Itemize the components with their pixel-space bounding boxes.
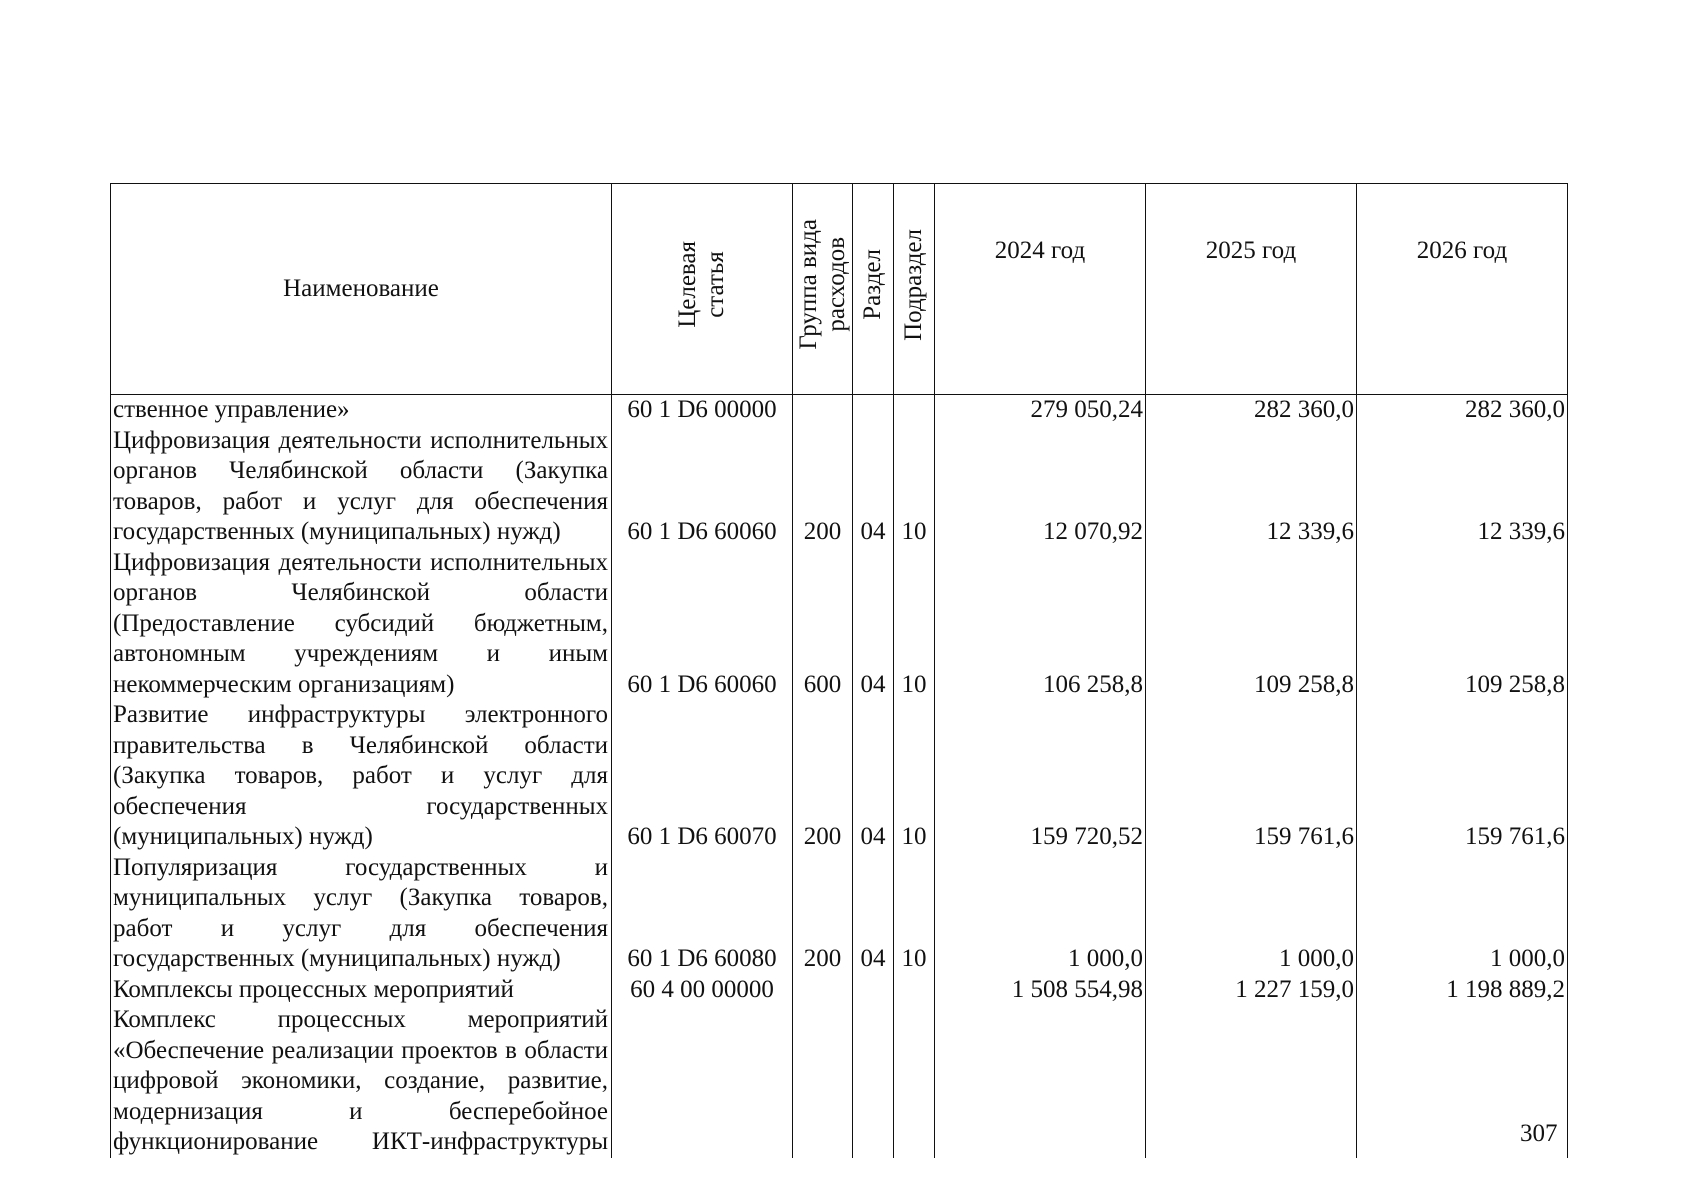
cell-target-article: 60 1 D6 60080: [612, 853, 793, 975]
cell-2024: 106 258,8: [935, 548, 1146, 701]
cell-2024: [935, 1005, 1146, 1158]
header-section: [853, 184, 894, 395]
cell-section: 04: [853, 548, 894, 701]
cell-2026: 109 258,8: [1357, 548, 1568, 701]
cell-2024: 159 720,52: [935, 700, 1146, 853]
cell-expense-group: 200: [793, 853, 853, 975]
cell-section: 04: [853, 700, 894, 853]
cell-2025: [1146, 1005, 1357, 1158]
table-header-row: [111, 184, 1568, 395]
header-target-line2: статья: [702, 251, 729, 319]
header-target-text: [674, 241, 730, 328]
header-2025-text: 2025 год: [1205, 237, 1297, 264]
cell-expense-group: 200: [793, 700, 853, 853]
page-number: 307: [1520, 1120, 1558, 1147]
budget-table: [110, 183, 1568, 1158]
header-target-article: [612, 184, 793, 395]
header-2026: [1357, 184, 1568, 395]
header-group-line1: Группа вида: [794, 219, 822, 351]
cell-2026: 282 360,0: [1357, 395, 1568, 426]
cell-name: Популяризация государственных и муниципальных услуг (Закупка товаров, работ и услуг для обеспечения государственных (муниципальных) нужд): [111, 853, 612, 975]
cell-2024: 12 070,92: [935, 426, 1146, 548]
cell-target-article: 60 1 D6 60070: [612, 700, 793, 853]
cell-expense-group: [793, 975, 853, 1006]
table-row: [111, 853, 1568, 975]
cell-name: Развитие инфраструктуры электронного правительства в Челябинской области (Закупка товаров, работ и услуг для обеспечения государственных (муниципальных) нужд): [111, 700, 612, 853]
cell-name: Комплексы процессных мероприятий: [111, 975, 612, 1006]
table-row: [111, 975, 1568, 1006]
header-section-text: Раздел: [859, 249, 886, 321]
cell-subsection: 10: [894, 548, 935, 701]
cell-2024: 1 508 554,98: [935, 975, 1146, 1006]
header-subsection: [894, 184, 935, 395]
cell-name: Цифровизация деятельности исполнительных органов Челябинской области (Закупка товаров, работ и услуг для обеспечения государственных (муниципальных) нужд): [111, 426, 612, 548]
cell-2025: 159 761,6: [1146, 700, 1357, 853]
cell-2025: 1 227 159,0: [1146, 975, 1357, 1006]
header-2024-text: 2024 год: [994, 237, 1086, 264]
cell-target-article: 60 1 D6 00000: [612, 395, 793, 426]
cell-section: [853, 975, 894, 1006]
cell-section: [853, 395, 894, 426]
table-row: [111, 426, 1568, 548]
cell-target-article: [612, 1005, 793, 1158]
header-name-text: Наименование: [283, 274, 439, 302]
cell-2025: 12 339,6: [1146, 426, 1357, 548]
cell-2025: 1 000,0: [1146, 853, 1357, 975]
header-target-line1: Целевая: [674, 241, 701, 329]
cell-target-article: 60 1 D6 60060: [612, 426, 793, 548]
header-2025: [1146, 184, 1357, 395]
cell-expense-group: 600: [793, 548, 853, 701]
header-2024: [935, 184, 1146, 395]
cell-name: Цифровизация деятельности исполнительных органов Челябинской области (Предоставление субсидий бюджетным, автономным учреждениям и иным некоммерческим организациям): [111, 548, 612, 701]
cell-expense-group: [793, 1005, 853, 1158]
header-2026-text: 2026 год: [1416, 237, 1508, 264]
cell-section: 04: [853, 426, 894, 548]
table-row: [111, 548, 1568, 701]
header-name: [111, 184, 612, 395]
cell-subsection: 10: [894, 700, 935, 853]
cell-2024: 1 000,0: [935, 853, 1146, 975]
table-row: [111, 1005, 1568, 1158]
header-subsection-text: Подраздел: [900, 228, 927, 341]
cell-subsection: [894, 1005, 935, 1158]
cell-2026: 159 761,6: [1357, 700, 1568, 853]
cell-section: 04: [853, 853, 894, 975]
cell-subsection: 10: [894, 853, 935, 975]
table-row: [111, 700, 1568, 853]
header-group-text: [795, 219, 851, 350]
cell-target-article: 60 4 00 00000: [612, 975, 793, 1006]
cell-expense-group: [793, 395, 853, 426]
cell-name: ственное управление»: [111, 395, 612, 426]
cell-2025: 282 360,0: [1146, 395, 1357, 426]
header-expense-group: [793, 184, 853, 395]
header-group-line2: расходов: [822, 237, 850, 333]
cell-expense-group: 200: [793, 426, 853, 548]
cell-2026: 1 198 889,2: [1357, 975, 1568, 1006]
cell-section: [853, 1005, 894, 1158]
cell-2026: 1 000,0: [1357, 853, 1568, 975]
cell-2026: 12 339,6: [1357, 426, 1568, 548]
cell-subsection: 10: [894, 426, 935, 548]
cell-name: Комплекс процессных мероприятий «Обеспечение реализации проектов в области цифровой экономики, создание, развитие, модернизация и бесперебойное функционирование ИКТ-инфраструктуры: [111, 1005, 612, 1158]
cell-subsection: [894, 975, 935, 1006]
cell-2024: 279 050,24: [935, 395, 1146, 426]
cell-target-article: 60 1 D6 60060: [612, 548, 793, 701]
cell-2025: 109 258,8: [1146, 548, 1357, 701]
cell-subsection: [894, 395, 935, 426]
table-row: [111, 395, 1568, 426]
